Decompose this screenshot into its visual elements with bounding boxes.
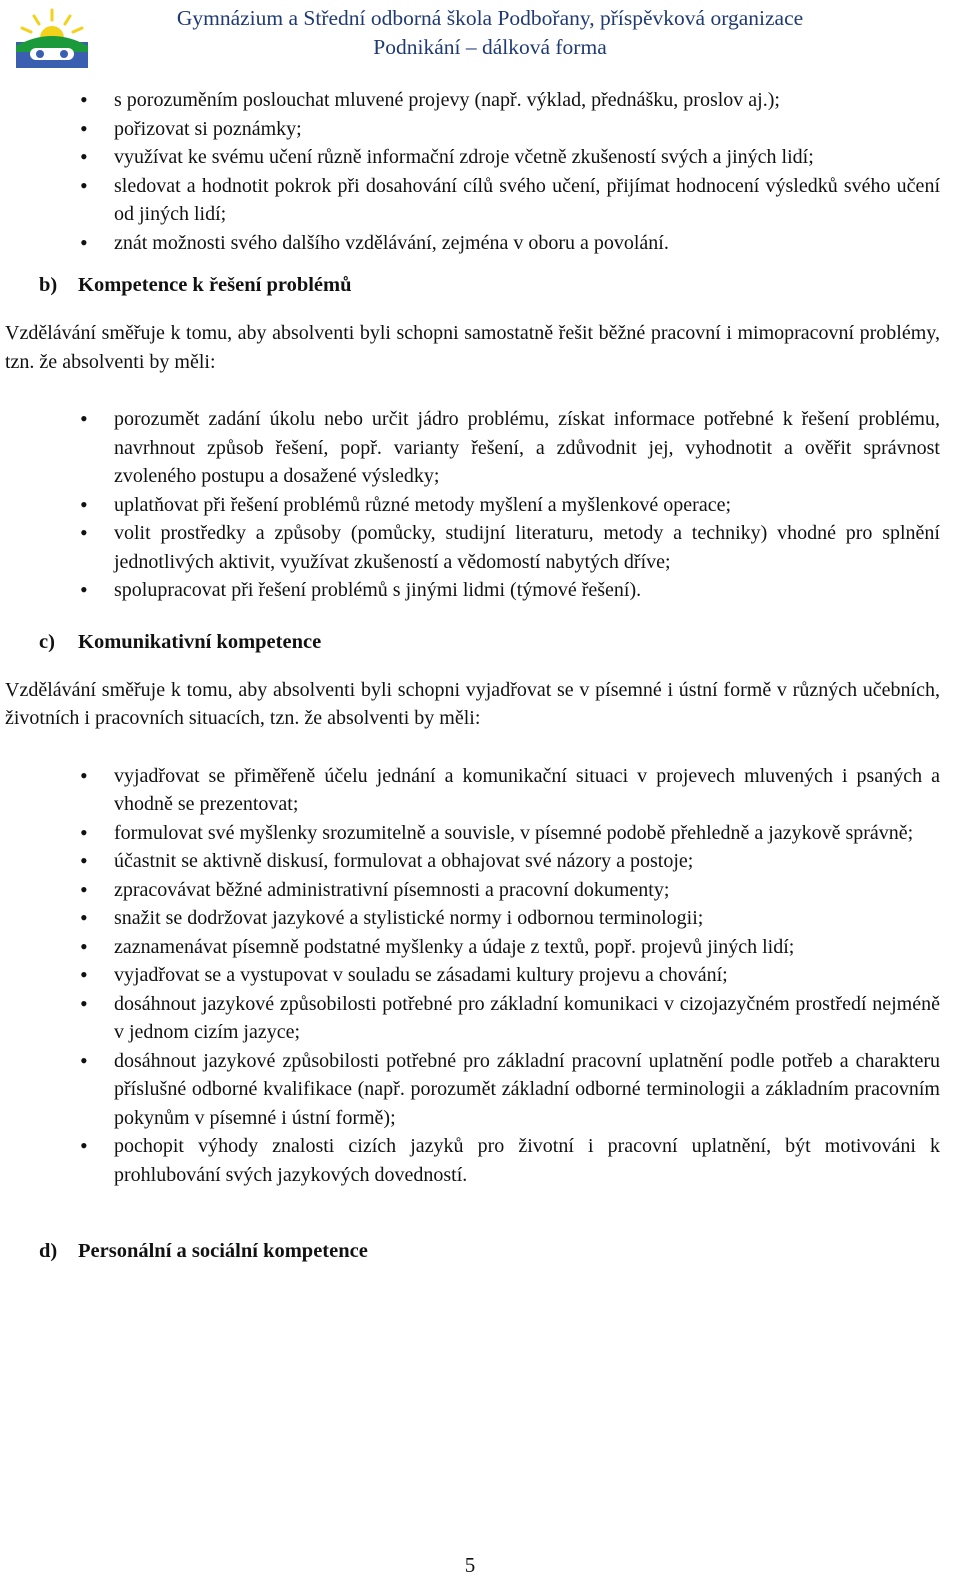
section-c-label: c) xyxy=(39,630,55,653)
list-item: • sledovat a hodnotit pokrok při dosahování cílů svého učení, přijímat hodnocení výsledků svého učení od jiných lidí; xyxy=(5,172,940,229)
list-item: • pochopit výhody znalosti cizích jazyků pro životní i pracovní uplatnění, být motivováni k prohlubování svých jazykových dovedností. xyxy=(5,1132,940,1189)
page-header xyxy=(0,0,960,80)
section-b-heading xyxy=(5,271,940,299)
list-item: • dosáhnout jazykové způsobilosti potřebné pro základní komunikaci v cizojazyčném prostředí nejméně v jednom cizím jazyce; xyxy=(5,990,940,1047)
list-item: • snažit se dodržovat jazykové a stylistické normy i odbornou terminologii; xyxy=(5,904,940,933)
section-b-intro: Vzdělávání směřuje k tomu, aby absolventi byli schopni samostatně řešit běžné pracovní i mimopracovní problémy, tzn. že absolventi by měli: xyxy=(5,322,940,373)
section-d-title: Personální a sociální kompetence xyxy=(78,1240,368,1262)
list-item: • zaznamenávat písemně podstatné myšlenky a údaje z textů, popř. projevů jiných lidí; xyxy=(5,933,940,962)
list-item: • spolupracovat při řešení problémů s jinými lidmi (týmové řešení). xyxy=(5,576,940,605)
list-item: • porozumět zadání úkolu nebo určit jádro problému, získat informace potřebné k řešení problému, navrhnout způsob řešení, popř. varianty řešení, a zdůvodnit jej, vyhodnotit a ověřit správnost zvoleného postupu a dosažené výsledky; xyxy=(5,405,940,491)
section-c-list xyxy=(5,762,940,1190)
section-b-title: Kompetence k řešení problémů xyxy=(78,274,352,296)
section-b-label: b) xyxy=(39,274,58,296)
section-d-label: d) xyxy=(39,1240,58,1262)
section-c-title: Komunikativní kompetence xyxy=(78,630,322,653)
section-b-list xyxy=(5,405,940,605)
document-body xyxy=(5,86,940,1265)
list-item: • s porozuměním poslouchat mluvené projevy (např. výklad, přednášku, proslov aj.); xyxy=(5,86,940,115)
list-item: • formulovat své myšlenky srozumitelně a souvisle, v písemné podobě přehledně a jazykově správně; xyxy=(5,819,940,848)
page-number: 5 xyxy=(464,1553,476,1577)
list-item: • dosáhnout jazykové způsobilosti potřebné pro základní pracovní uplatnění podle potřeb a charakteru příslušné odborné kvalifikace (např. porozumět základní odborné terminologii a základním pracovním pokynům v písemné i ústní formě); xyxy=(5,1047,940,1133)
school-logo xyxy=(12,4,92,72)
list-item: • volit prostředky a způsoby (pomůcky, studijní literaturu, metody a techniky) vhodné pro splnění jednotlivých aktivit, využívat zkušeností a vědomostí nabytých dříve; xyxy=(5,519,940,576)
list-item: • znát možnosti svého dalšího vzdělávání, zejména v oboru a povolání. xyxy=(5,229,940,258)
school-name: Gymnázium a Střední odborná škola Podbořany, příspěvková organizace xyxy=(176,6,804,30)
program-name: Podnikání – dálková forma xyxy=(373,35,607,59)
section-c-intro: Vzdělávání směřuje k tomu, aby absolventi byli schopni vyjadřovat se v písemné i ústní formě v různých učebních, životních i pracovních situacích, tzn. že absolventi by měli: xyxy=(5,678,940,729)
list-item: • účastnit se aktivně diskusí, formulovat a obhajovat své názory a postoje; xyxy=(5,847,940,876)
section-c-heading xyxy=(5,628,940,656)
list-item: • využívat ke svému učení různě informační zdroje včetně zkušeností svých a jiných lidí; xyxy=(5,143,940,172)
list-item: • pořizovat si poznámky; xyxy=(5,115,940,144)
list-item: • vyjadřovat se a vystupovat v souladu se zásadami kultury projevu a chování; xyxy=(5,961,940,990)
section-d-heading xyxy=(5,1237,940,1265)
learning-competence-list xyxy=(5,86,940,257)
list-item: • uplatňovat při řešení problémů různé metody myšlení a myšlenkové operace; xyxy=(5,491,940,520)
list-item: • vyjadřovat se přiměřeně účelu jednání a komunikační situaci v projevech mluvených i psaných a vhodně se prezentovat; xyxy=(5,762,940,819)
list-item: • zpracovávat běžné administrativní písemnosti a pracovní dokumenty; xyxy=(5,876,940,905)
header-text xyxy=(110,4,870,62)
